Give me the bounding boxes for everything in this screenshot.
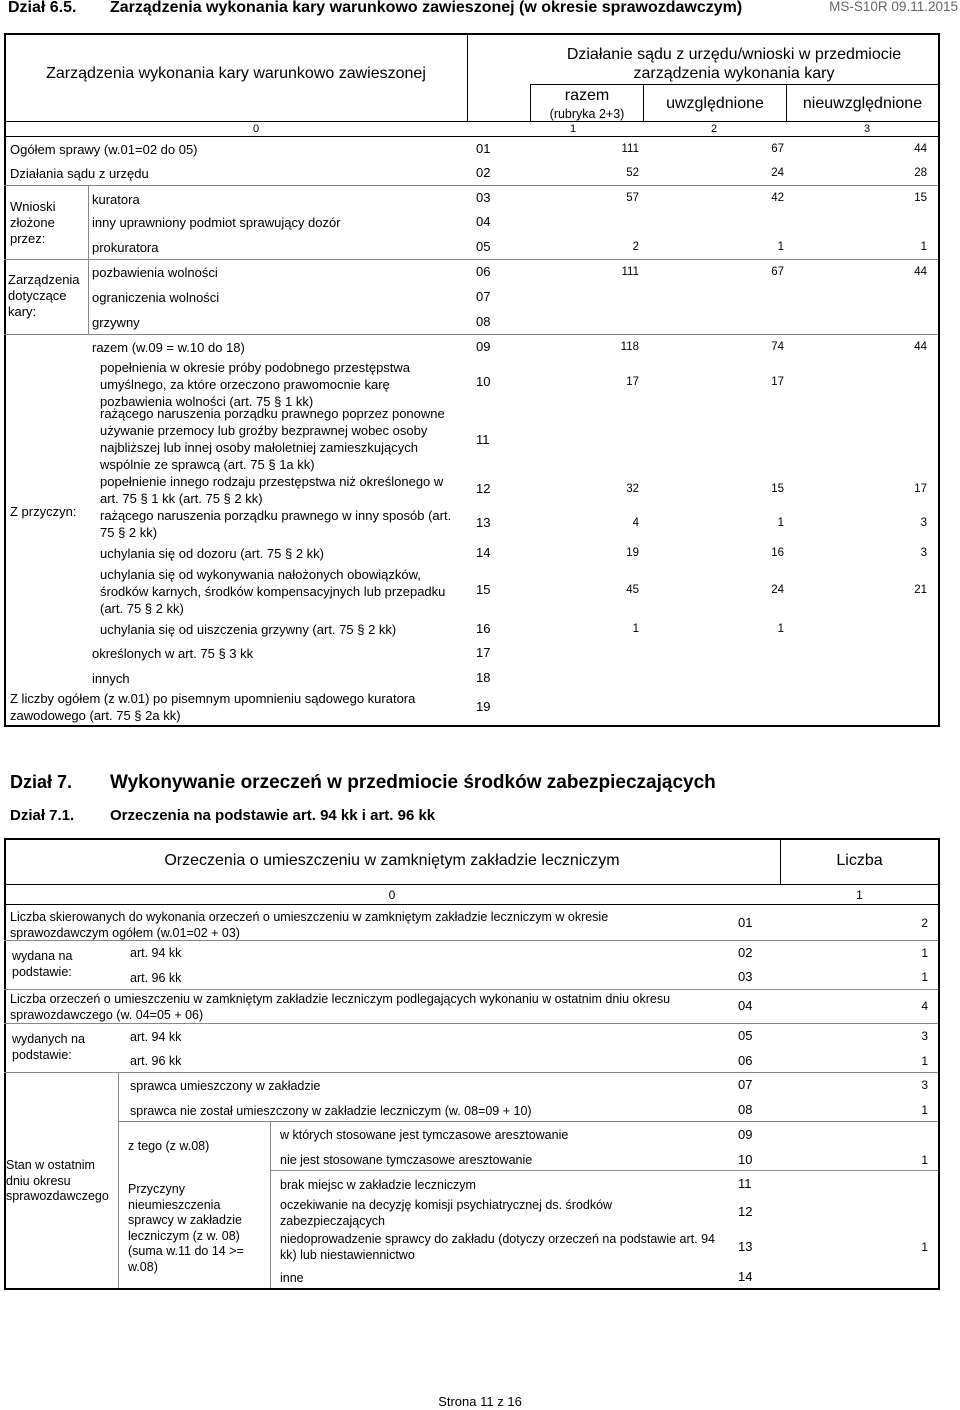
cell-value: 44 — [914, 266, 927, 278]
cell-value: 4 — [632, 517, 639, 529]
row-number: 02 — [738, 945, 753, 960]
group-wydana: wydana na podstawie: — [12, 949, 73, 979]
cell-value: 3 — [921, 1078, 928, 1092]
cell-value: 2 — [921, 916, 928, 930]
row-number: 14 — [738, 1269, 753, 1284]
head-nieuwzglednione: nieuwzględnione — [802, 95, 923, 112]
row-label: Liczba skierowanych do wykonania orzeczeń o umieszczeniu w zamkniętym zakładzie leczniczym w okresie sprawozdawczym ogółem (w.01=02 + 03) — [10, 910, 609, 940]
row-label: uchylania się od uiszczenia grzywny (art. 75 § 2 kk) — [100, 622, 397, 637]
head-liczba: Liczba — [836, 852, 883, 869]
cell-value: 1 — [921, 1153, 928, 1167]
row-label: art. 94 kk — [130, 1030, 182, 1044]
row-label: sprawca nie został umieszczony w zakładzie leczniczym (w. 08=09 + 10) — [130, 1104, 532, 1118]
colnum: 0 — [388, 888, 396, 902]
row-number: 09 — [738, 1127, 753, 1142]
footer-total: 16 — [507, 1394, 522, 1409]
row-number: 09 — [476, 339, 491, 354]
row-number: 06 — [476, 264, 491, 279]
group-przyczyn: Z przyczyn: — [10, 504, 77, 519]
cell-value: 16 — [771, 547, 784, 559]
cell-value: 52 — [626, 167, 639, 179]
cell-value: 21 — [914, 584, 927, 596]
row-number: 13 — [476, 515, 491, 530]
section-number: Dział 6.5. — [8, 0, 77, 16]
cell-value: 19 — [626, 547, 639, 559]
row-number: 19 — [476, 699, 491, 714]
row-label: określonych w art. 75 § 3 kk — [92, 646, 254, 661]
row-label: innych — [92, 671, 130, 686]
cell-value: 57 — [626, 192, 639, 204]
section71-number: Dział 7.1. — [10, 807, 75, 824]
row-label: inny uprawniony podmiot sprawujący dozór — [92, 215, 341, 230]
cell-value: 1 — [921, 1054, 928, 1068]
row-label: inne — [280, 1271, 304, 1285]
row-label: razem (w.09 = w.10 do 18) — [92, 340, 245, 355]
head-uwzglednione: uwzględnione — [666, 95, 764, 112]
cell-value: 67 — [771, 143, 784, 155]
cell-value: 2 — [632, 241, 639, 253]
row-number: 03 — [738, 969, 753, 984]
cell-value: 44 — [914, 341, 927, 353]
cell-value: 44 — [914, 143, 927, 155]
group-zarzadzenia: Zarządzenia dotyczące kary: — [8, 272, 80, 319]
cell-value: 3 — [920, 547, 927, 559]
row-label: w których stosowane jest tymczasowe aresztowanie — [280, 1128, 569, 1142]
footer-page: 11 — [480, 1394, 494, 1409]
row-label: Ogółem sprawy (w.01=02 do 05) — [10, 142, 198, 157]
cell-value: 1 — [777, 517, 784, 529]
row-label: Liczba orzeczeń o umieszczeniu w zamkniętym zakładzie leczniczym podlegających wykonaniu w ostatnim dniu okresu sprawozdawczego (w. 04=05 + 06) — [10, 992, 671, 1022]
row-label: pozbawienia wolności — [92, 265, 218, 280]
row-label: brak miejsc w zakładzie leczniczym — [280, 1178, 476, 1192]
row-label: oczekiwanie na decyzję komisji psychiatrycznej ds. środków zabezpieczających — [280, 1198, 613, 1228]
cell-value: 1 — [777, 623, 784, 635]
row-number: 12 — [476, 481, 491, 496]
row-number: 05 — [738, 1028, 753, 1043]
row-number: 17 — [476, 645, 491, 660]
row-number: 12 — [738, 1204, 753, 1219]
row-label: ograniczenia wolności — [92, 290, 220, 305]
row-label: popełnienia w okresie próby podobnego przestępstwa umyślnego, za które orzeczono prawomocnie karę pozbawienia wolności (art. 75 § 1 kk) — [100, 360, 411, 409]
group-wnioski: Wnioski złożone przez: — [10, 199, 56, 246]
row-label: Działania sądu z urzędu — [10, 166, 149, 181]
head-razem: razem — [564, 87, 610, 104]
row-number: 16 — [476, 621, 491, 636]
group-z-tego: z tego (z w.08) — [128, 1139, 210, 1153]
colnum: 1 — [569, 123, 577, 135]
row-number: 01 — [476, 141, 491, 156]
row-label: sprawca umieszczony w zakładzie — [130, 1079, 321, 1093]
row-label: Z liczby ogółem (z w.01) po pisemnym upomnieniu sądowego kuratora zawodowego (art. 75 § 2a kk) — [10, 691, 416, 723]
head-razem-sub: (rubryka 2+3) — [549, 107, 625, 121]
row-number: 18 — [476, 670, 491, 685]
row-label: niedoprowadzenie sprawcy do zakładu (dotyczy orzeczeń na podstawie art. 94 kk) lub niestawiennictwo — [280, 1232, 715, 1262]
row-number: 01 — [738, 915, 753, 930]
cell-value: 24 — [771, 167, 784, 179]
row-number: 11 — [738, 1176, 752, 1191]
row-number: 15 — [476, 582, 491, 597]
cell-value: 45 — [626, 584, 639, 596]
row-number: 02 — [476, 165, 491, 180]
head-action: Działanie sądu z urzędu/wnioski w przedmiocie zarządzenia wykonania kary — [566, 46, 902, 82]
section-title: Zarządzenia wykonania kary warunkowo zawieszonej (w okresie sprawozdawczym) — [110, 0, 743, 16]
cell-value: 1 — [632, 623, 639, 635]
row-number: 10 — [476, 374, 491, 389]
row-number: 13 — [738, 1239, 753, 1254]
row-label: rażącego naruszenia porządku prawnego poprzez ponowne używanie przemocy lub groźby bezprawnej wobec osoby najbliższej lub innej osoby małoletniej zamieszkujących wspólnie ze sprawcą (art. 75 § 1a kk) — [100, 406, 445, 472]
cell-value: 3 — [921, 1029, 928, 1043]
colnum: 0 — [252, 123, 260, 135]
row-number: 07 — [738, 1077, 753, 1092]
colnum: 1 — [856, 888, 863, 902]
cell-value: 17 — [771, 376, 784, 388]
row-number: 14 — [476, 545, 491, 560]
row-label: art. 94 kk — [130, 946, 182, 960]
row-number: 04 — [476, 214, 491, 229]
head-orzeczenia: Orzeczenia o umieszczeniu w zamkniętym zakładzie leczniczym — [164, 852, 620, 869]
row-number: 04 — [738, 998, 753, 1013]
row-number: 08 — [476, 314, 491, 329]
cell-value: 74 — [771, 341, 784, 353]
cell-value: 1 — [920, 241, 927, 253]
row-label: uchylania się od dozoru (art. 75 § 2 kk) — [100, 546, 325, 561]
row-number: 03 — [476, 190, 491, 205]
cell-value: 28 — [914, 167, 927, 179]
row-number: 08 — [738, 1102, 753, 1117]
section7-title: Wykonywanie orzeczeń w przedmiocie środków zabezpieczających — [110, 772, 716, 793]
group-przyczyny: Przyczyny nieumieszczenia sprawcy w zakładzie leczniczym (z w. 08) (suma w.11 do 14 >= w.08) — [128, 1182, 244, 1274]
row-number: 10 — [738, 1152, 753, 1167]
footer-prefix: Strona — [438, 1394, 481, 1409]
cell-value: 17 — [914, 483, 927, 495]
row-label: nie jest stosowane tymczasowe aresztowanie — [280, 1153, 533, 1167]
row-label: art. 96 kk — [130, 971, 182, 985]
row-label: grzywny — [92, 315, 140, 330]
cell-value: 4 — [921, 999, 928, 1013]
cell-value: 15 — [914, 192, 927, 204]
cell-value: 1 — [921, 1240, 928, 1254]
colnum: 2 — [710, 123, 718, 135]
group-stan: Stan w ostatnim dniu okresu sprawozdawczego — [6, 1158, 109, 1203]
cell-value: 32 — [626, 483, 639, 495]
colnum: 3 — [863, 123, 871, 135]
row-label: rażącego naruszenia porządku prawnego w inny sposób (art. 75 § 2 kk) — [100, 508, 452, 540]
cell-value: 15 — [771, 483, 784, 495]
cell-value: 1 — [921, 1103, 928, 1117]
cell-value: 3 — [920, 517, 927, 529]
cell-value: 1 — [921, 970, 928, 984]
form-code: MS-S10R 09.11.2015 — [829, 0, 958, 14]
row-label: prokuratora — [92, 240, 159, 255]
cell-value: 42 — [771, 192, 784, 204]
footer-mid: z — [493, 1394, 508, 1409]
cell-value: 111 — [621, 143, 639, 155]
cell-value: 118 — [620, 341, 639, 353]
row-number: 06 — [738, 1053, 753, 1068]
cell-value: 17 — [626, 376, 639, 388]
row-label: art. 96 kk — [130, 1054, 182, 1068]
row-label: popełnienie innego rodzaju przestępstwa niż określonego w art. 75 § 1 kk (art. 75 § 2 kk) — [100, 474, 444, 506]
section71-title: Orzeczenia na podstawie art. 94 kk i art. 96 kk — [110, 807, 436, 824]
row-label: kuratora — [92, 192, 140, 207]
row-number: 11 — [476, 432, 490, 447]
group-wydanych: wydanych na podstawie: — [12, 1032, 85, 1062]
head-left: Zarządzenia wykonania kary warunkowo zawieszonej — [46, 65, 426, 82]
cell-value: 67 — [771, 266, 784, 278]
cell-value: 1 — [921, 946, 928, 960]
cell-value: 111 — [621, 266, 639, 278]
section7-number: Dział 7. — [10, 772, 73, 792]
cell-value: 24 — [771, 584, 784, 596]
row-label: uchylania się od wykonywania nałożonych obowiązków, środków karnych, środków kompensacyjnych lub przepadku (art. 75 § 2 kk) — [100, 567, 446, 616]
row-number: 05 — [476, 239, 491, 254]
row-number: 07 — [476, 289, 491, 304]
cell-value: 1 — [777, 241, 784, 253]
